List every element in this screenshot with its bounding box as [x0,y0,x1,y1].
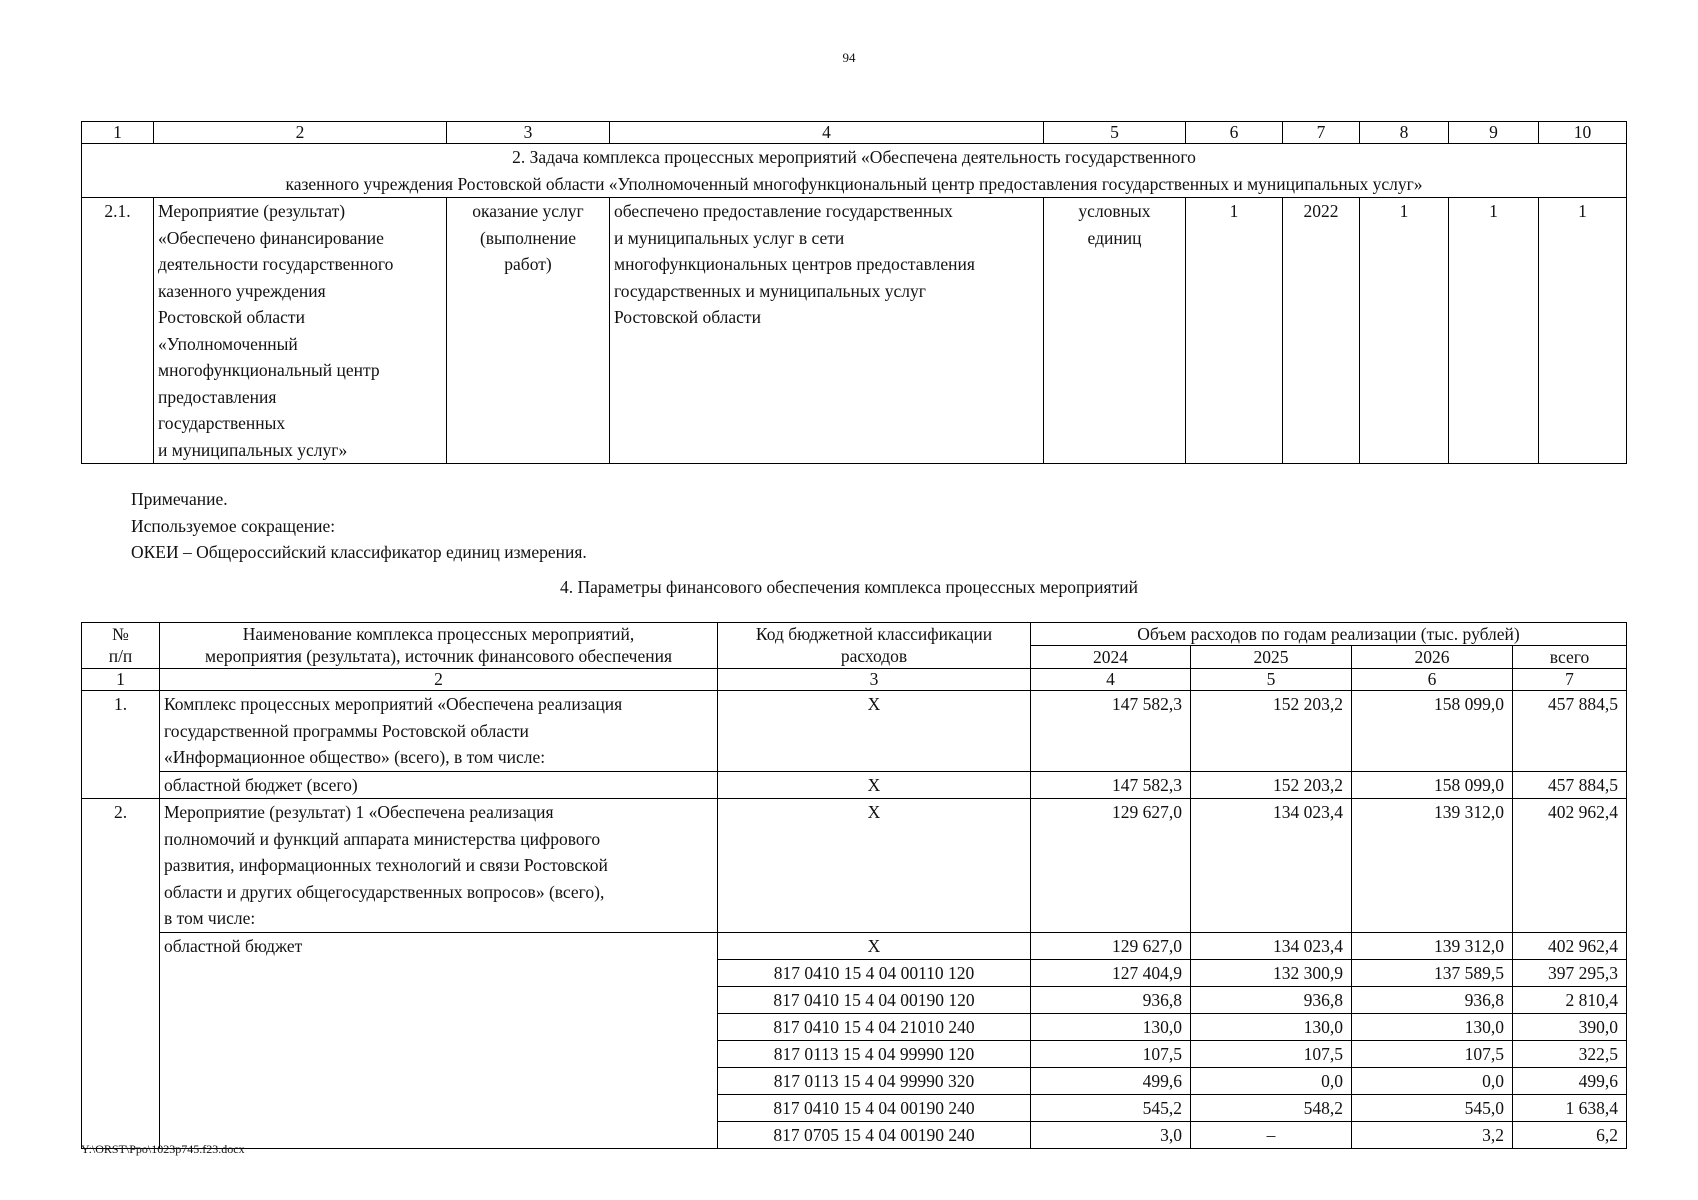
header-code: Код бюджетной классификации расходов [718,623,1031,669]
row-number: 1. [82,691,160,799]
table1-col-1: 1 [82,122,154,144]
value-2024: 545,2 [1031,1094,1191,1121]
value-2024: 107,5 [1031,1040,1191,1067]
header-volume: Объем расходов по годам реализации (тыс. рублей) [1031,623,1627,646]
value-total: 1 638,4 [1513,1094,1627,1121]
table1-task-row [82,144,1627,198]
value-total: 6,2 [1513,1121,1627,1148]
footer-file-path: Y:\ORST\Ppo\1023p745.f23.docx [81,1142,245,1156]
value-2026: 139 312,0 [1352,932,1513,959]
table1-header-row [82,122,1627,144]
value-2024: 147 582,3 [1031,771,1191,799]
budget-code: Х [718,932,1031,959]
budget-code: Х [718,799,1031,933]
table1-col-8: 8 [1360,122,1449,144]
budget-code: Х [718,691,1031,772]
table-row [82,799,1627,933]
table-row [82,771,1627,799]
source-name: областной бюджет [160,932,718,1148]
table2-header-row [82,623,1627,646]
colnum-2: 2 [160,669,718,691]
table1-col-7: 7 [1283,122,1360,144]
table-row [82,932,1627,959]
activity-name: Мероприятие (результат) 1 «Обеспечена реализация полномочий и функций аппарата министерства цифрового развития, информационных технологий и связи Ростовской области и других общегосударственных вопросов» (всего), в том числе: [160,799,718,933]
value-2024: 147 582,3 [1031,691,1191,772]
row-number: 2. [82,799,160,1149]
budget-code: 817 0113 15 4 04 99990 320 [718,1067,1031,1094]
value-2025: 152 203,2 [1191,771,1352,799]
cell-col-7: 2022 [1283,198,1360,464]
value-2025: 548,2 [1191,1094,1352,1121]
page-number: 94 [842,50,856,65]
section-title: 4. Параметры финансового обеспечения комплекса процессных мероприятий [560,577,1138,597]
cell-col-9: 1 [1449,198,1539,464]
value-total: 2 810,4 [1513,986,1627,1013]
value-2026: 158 099,0 [1352,771,1513,799]
colnum-1: 1 [82,669,160,691]
value-2024: 499,6 [1031,1067,1191,1094]
value-2025: 107,5 [1191,1040,1352,1067]
budget-code: 817 0410 15 4 04 21010 240 [718,1013,1031,1040]
value-2026: 137 589,5 [1352,959,1513,986]
table-row [82,691,1627,772]
row-number: 2.1. [82,198,154,464]
budget-code: Х [718,771,1031,799]
colnum-5: 5 [1191,669,1352,691]
table1-col-3: 3 [447,122,610,144]
value-2025: 130,0 [1191,1013,1352,1040]
value-2026: 130,0 [1352,1013,1513,1040]
activity-characteristic: обеспечено предоставление государственных и муниципальных услуг в сети многофункциональных центров предоставления государственных и муниципальных услуг Ростовской области [610,198,1044,464]
value-2026: 545,0 [1352,1094,1513,1121]
budget-code: 817 0410 15 4 04 00190 240 [718,1094,1031,1121]
value-2026: 107,5 [1352,1040,1513,1067]
header-year-2026: 2026 [1352,646,1513,669]
value-total: 499,6 [1513,1067,1627,1094]
value-2025: 152 203,2 [1191,691,1352,772]
note-abbreviation-label: Используемое сокращение: [131,515,336,536]
value-2026: 3,2 [1352,1121,1513,1148]
value-2024: 129 627,0 [1031,799,1191,933]
value-2024: 936,8 [1031,986,1191,1013]
header-year-2024: 2024 [1031,646,1191,669]
source-name: областной бюджет (всего) [160,771,718,799]
header-year-2025: 2025 [1191,646,1352,669]
value-2025: 134 023,4 [1191,932,1352,959]
table2-colnum-row [82,669,1627,691]
cell-col-10: 1 [1539,198,1627,464]
budget-code: 817 0113 15 4 04 99990 120 [718,1040,1031,1067]
value-total: 457 884,5 [1513,771,1627,799]
table1-col-6: 6 [1186,122,1283,144]
value-2025: 0,0 [1191,1067,1352,1094]
table1-col-10: 10 [1539,122,1627,144]
value-total: 322,5 [1513,1040,1627,1067]
header-num: № п/п [82,623,160,669]
budget-code: 817 0705 15 4 04 00190 240 [718,1121,1031,1148]
task-title: 2. Задача комплекса процессных мероприятий «Обеспечена деятельность государственного казенного учреждения Ростовской области «Уполномоченный многофункциональный центр предоставления государственных и муниципальных услуг» [82,144,1627,198]
cell-col-6: 1 [1186,198,1283,464]
indicators-table [81,121,1627,464]
header-name: Наименование комплекса процессных мероприятий, мероприятия (результата), источник финансового обеспечения [160,623,718,669]
note-block [131,486,587,566]
value-2026: 139 312,0 [1352,799,1513,933]
table1-col-2: 2 [154,122,447,144]
value-2026: 936,8 [1352,986,1513,1013]
header-total: всего [1513,646,1627,669]
table1-data-row [82,198,1627,464]
complex-name: Комплекс процессных мероприятий «Обеспечена реализация государственной программы Ростовской области «Информационное общество» (всего), в том числе: [160,691,718,772]
activity-type: оказание услуг (выполнение работ) [447,198,610,464]
table1-col-5: 5 [1044,122,1186,144]
value-2024: 129 627,0 [1031,932,1191,959]
table1-col-9: 9 [1449,122,1539,144]
value-2024: 3,0 [1031,1121,1191,1148]
value-total: 402 962,4 [1513,932,1627,959]
financing-table [81,622,1627,1149]
value-total: 402 962,4 [1513,799,1627,933]
value-2026: 0,0 [1352,1067,1513,1094]
value-2025: 132 300,9 [1191,959,1352,986]
value-2024: 127 404,9 [1031,959,1191,986]
budget-code: 817 0410 15 4 04 00190 120 [718,986,1031,1013]
budget-code: 817 0410 15 4 04 00110 120 [718,959,1031,986]
value-2025: 134 023,4 [1191,799,1352,933]
table1-col-4: 4 [610,122,1044,144]
value-total: 457 884,5 [1513,691,1627,772]
activity-name: Мероприятие (результат) «Обеспечено финансирование деятельности государственного казенного учреждения Ростовской области «Уполномоченный многофункциональный центр предоставления государственных и муниципальных услуг» [154,198,447,464]
colnum-6: 6 [1352,669,1513,691]
colnum-4: 4 [1031,669,1191,691]
value-2025: 936,8 [1191,986,1352,1013]
value-total: 390,0 [1513,1013,1627,1040]
value-2026: 158 099,0 [1352,691,1513,772]
value-2024: 130,0 [1031,1013,1191,1040]
value-2025: – [1191,1121,1352,1148]
unit-of-measure: условных единиц [1044,198,1186,464]
colnum-7: 7 [1513,669,1627,691]
note-abbreviation: ОКЕИ – Общероссийский классификатор единиц измерения. [131,542,587,562]
value-total: 397 295,3 [1513,959,1627,986]
note-title: Примечание. [131,489,228,509]
cell-col-8: 1 [1360,198,1449,464]
colnum-3: 3 [718,669,1031,691]
